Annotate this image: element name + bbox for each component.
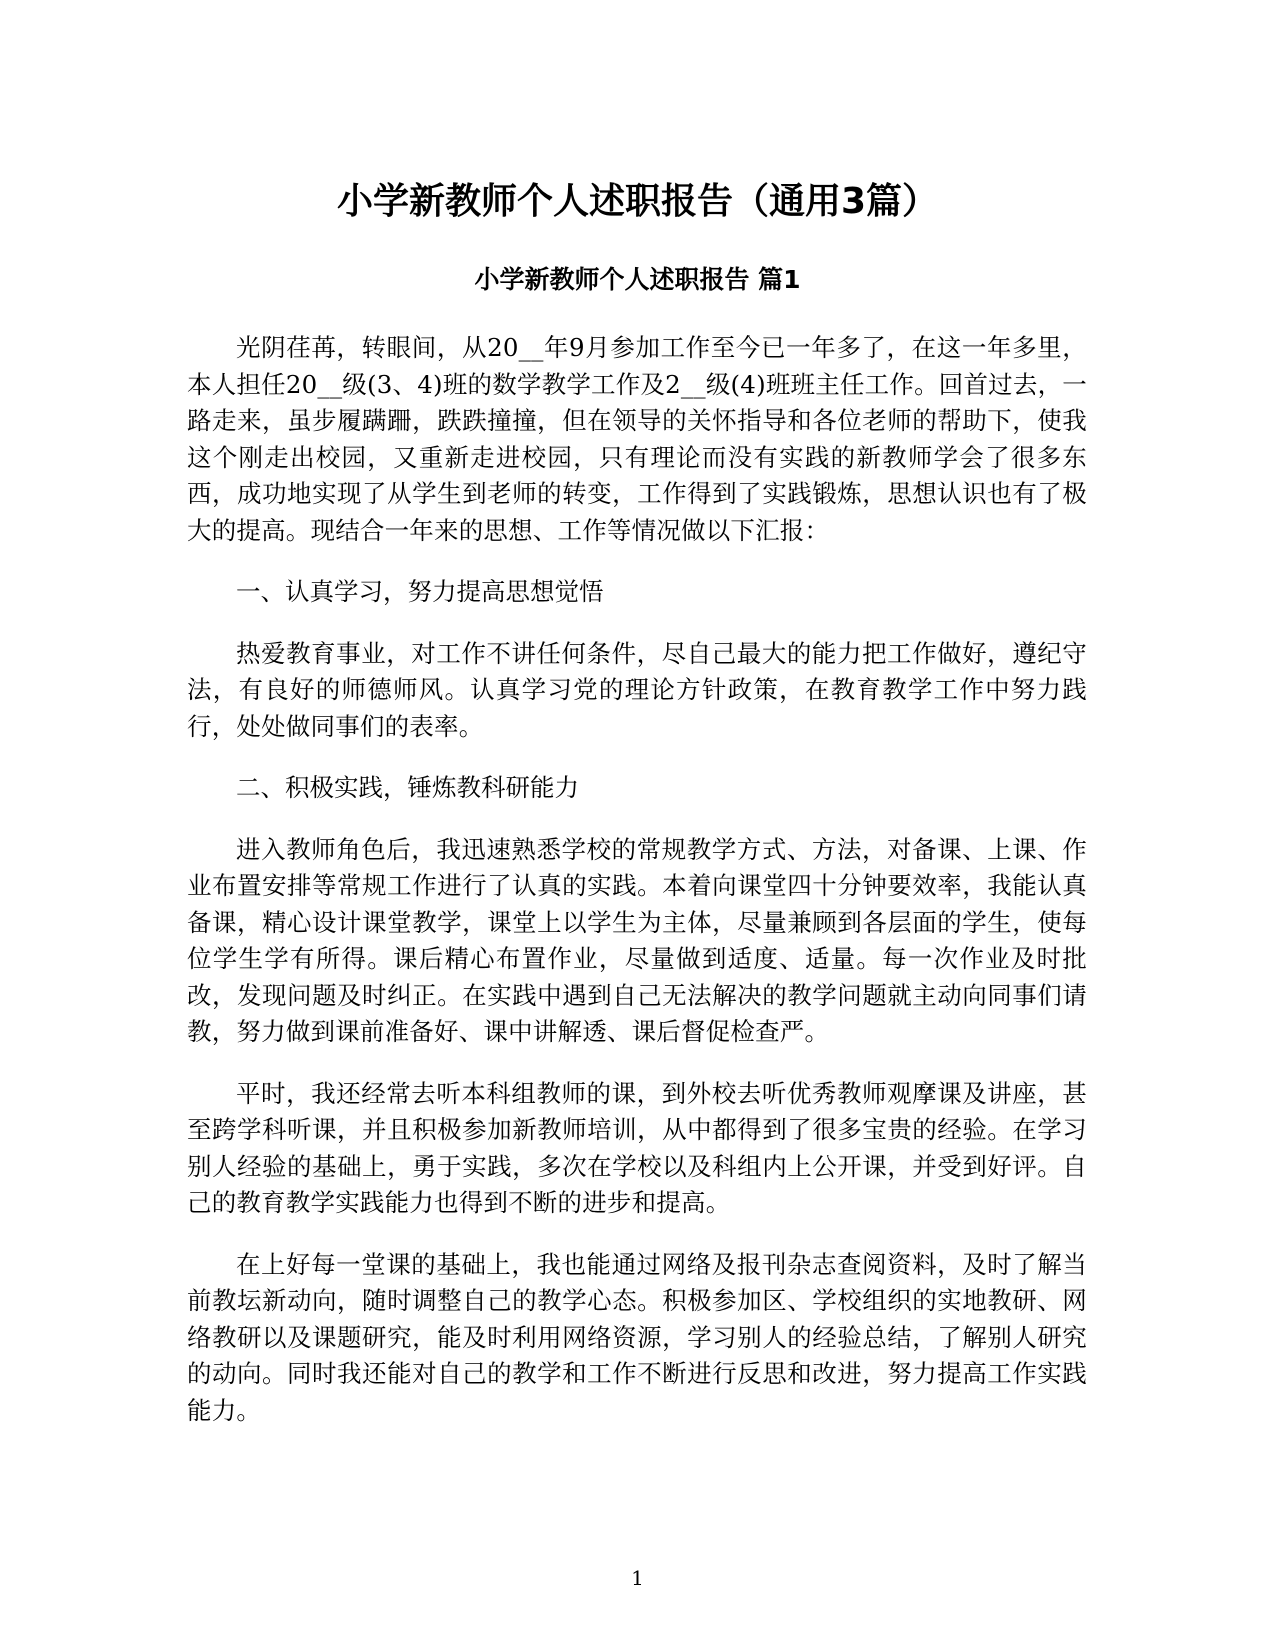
section-title: 小学新教师个人述职报告 篇1 — [474, 265, 801, 294]
subheading-study: 一、认真学习，努力提高思想觉悟 — [236, 577, 604, 606]
paragraph-practice: 进入教师角色后，我迅速熟悉学校的常规教学方式、方法，对备课、上课、作业布置安排等常规工作进行了认真的实践。本着向课堂四十分钟要效率，我能认真备课，精心设计课堂教学，课堂上以学生为主体，尽量兼顾到各层面的学生，使每位学生学有所得。课后精心布置作业，尽量做到适度、适量。每一次作业及时批改，发现问题及时纠正。在实践中遇到自己无法解决的教学问题就主动向同事们请教，努力做到课前准备好、课中讲解透、课后督促检查严。 — [187, 834, 1087, 1046]
paragraph-study: 热爱教育事业，对工作不讲任何条件，尽自己最大的能力把工作做好，遵纪守法，有良好的师德师风。认真学习党的理论方针政策，在教育教学工作中努力践行，处处做同事们的表率。 — [187, 638, 1087, 741]
page-number: 1 — [631, 1566, 644, 1590]
paragraph-research: 在上好每一堂课的基础上，我也能通过网络及报刊杂志查阅资料，及时了解当前教坛新动向，随时调整自己的教学心态。积极参加区、学校组织的实地教研、网络教研以及课题研究，能及时利用网络资源，学习别人的经验总结，了解别人研究的动向。同时我还能对自己的教学和工作不断进行反思和改进，努力提高工作实践能力。 — [187, 1249, 1087, 1425]
paragraph-observation: 平时，我还经常去听本科组教师的课，到外校去听优秀教师观摩课及讲座，甚至跨学科听课，并且积极参加新教师培训，从中都得到了很多宝贵的经验。在学习别人经验的基础上，勇于实践，多次在学校以及科组内上公开课，并受到好评。自己的教育教学实践能力也得到不断的进步和提高。 — [187, 1078, 1087, 1217]
paragraph-intro: 光阴荏苒，转眼间，从20__年9月参加工作至今已一年多了，在这一年多里，本人担任20__级(3、4)班的数学教学工作及2__级(4)班班主任工作。回首过去，一路走来，虽步履蹒跚，跌跌撞撞，但在领导的关怀指导和各位老师的帮助下，使我这个刚走出校园，又重新走进校园，只有理论而没有实践的新教师学会了很多东西，成功地实现了从学生到老师的转变，工作得到了实践锻炼，思想认识也有了极大的提高。现结合一年来的思想、工作等情况做以下汇报： — [187, 333, 1087, 545]
document-body — [187, 330, 1087, 1454]
document-title: 小学新教师个人述职报告（通用3篇） — [336, 181, 939, 222]
subheading-practice: 二、积极实践，锤炼教科研能力 — [236, 773, 579, 802]
